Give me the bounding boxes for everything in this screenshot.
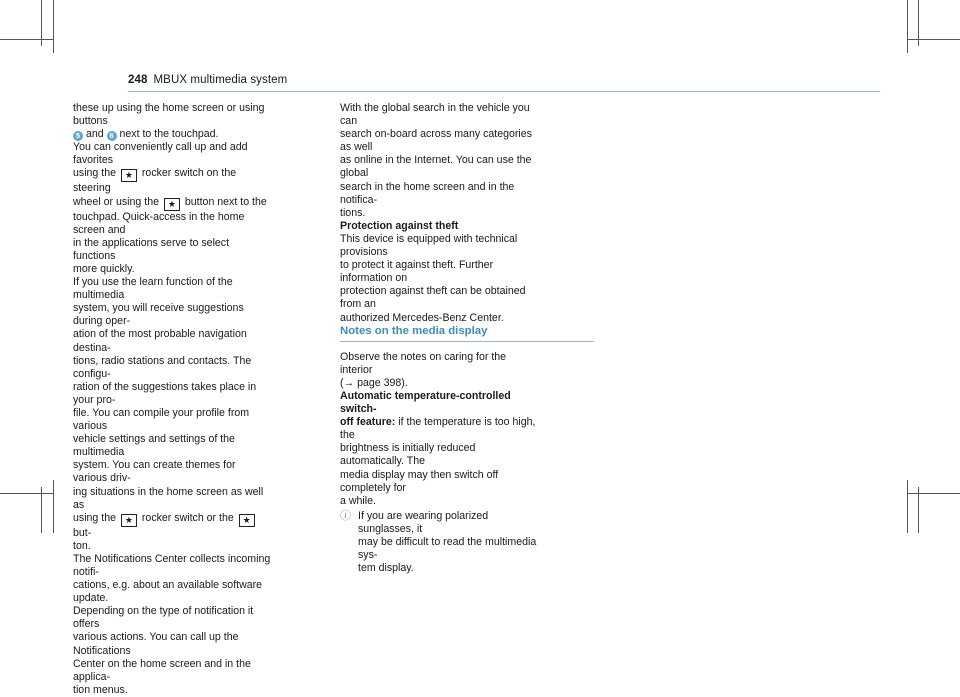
crop-mark [53,480,54,533]
crop-mark [907,39,960,40]
page-header-title: MBUX multimedia system [153,74,288,86]
info-icon: ⓘ [340,509,351,522]
paragraph-observe: Observe the notes on caring for the interior (→ page 398). [340,350,507,389]
page-header [128,74,287,86]
theft-heading: Protection against theft [340,219,459,232]
star-icon: ★ [164,198,180,211]
paragraph-auto-switch-off: Automatic temperature-controlled switch- off feature: if the temperature is too high, the brightness is initially reduced automatically. The media display may then switch off completely for a while. [340,389,536,507]
section-heading: Notes on the media display [340,324,488,337]
star-icon: ★ [121,514,137,527]
crop-mark [907,480,908,533]
crop-mark [0,39,53,40]
star-icon: ★ [121,169,137,182]
crop-mark [907,0,908,53]
sunglasses-note: ⓘ If you are wearing polarized sunglasses, it may be difficult to read the multimedia sys- tem display. [340,509,537,575]
badge-5-icon: 5 [73,131,83,141]
paragraph-learn-function: If you use the learn function of the multimedia system, you will receive suggestions during oper- ation of the most probable navigation destina- tions, radio stations and contacts. The configu- ration of the suggestions takes place in your pro- file. You can compile your profile from various vehicle settings and settings of the multimedia system. You can create themes for various driv- ing situations in the home screen as well as using the ★ rocker switch or the ★ but- ton. [73,276,264,552]
crop-mark [907,493,960,494]
page-reference-link[interactable]: (→ page 398). [340,376,408,389]
paragraph-notifications: The Notifications Center collects incoming notifi- cations, e.g. about an available software update. Depending on the type of notification it offers various actions. You can call up the Notifications Center on the home screen and in the applica- tion menus. [73,552,271,696]
crop-mark [53,0,54,53]
right-column [340,102,538,575]
paragraph-theft: This device is equipped with technical provisions to protect it against theft. Further information on protection against theft can be obtained from an authorized Mercedes-Benz Center. [340,232,526,324]
paragraph-favorites: You can conveniently call up and add favorites using the ★ rocker switch on the steering wheel or using the ★ button next to the touchpad. Quick-access in the home screen and in the applications serve to select functions more quickly. [73,141,267,275]
paragraph-buttons: these up using the home screen or using buttons 5 and 6 next to the touchpad. [73,102,265,141]
header-divider [128,91,880,92]
badge-6-icon: 6 [107,131,117,141]
crop-mark [0,493,53,494]
page-number: 248 [128,74,148,86]
section-divider [340,341,594,342]
star-icon: ★ [239,514,255,527]
left-column [73,102,271,697]
paragraph-global-search: With the global search in the vehicle you can search on-board across many categories as well as online in the Internet. You can use the global search in the home screen and in the notifica- tions. [340,102,532,219]
